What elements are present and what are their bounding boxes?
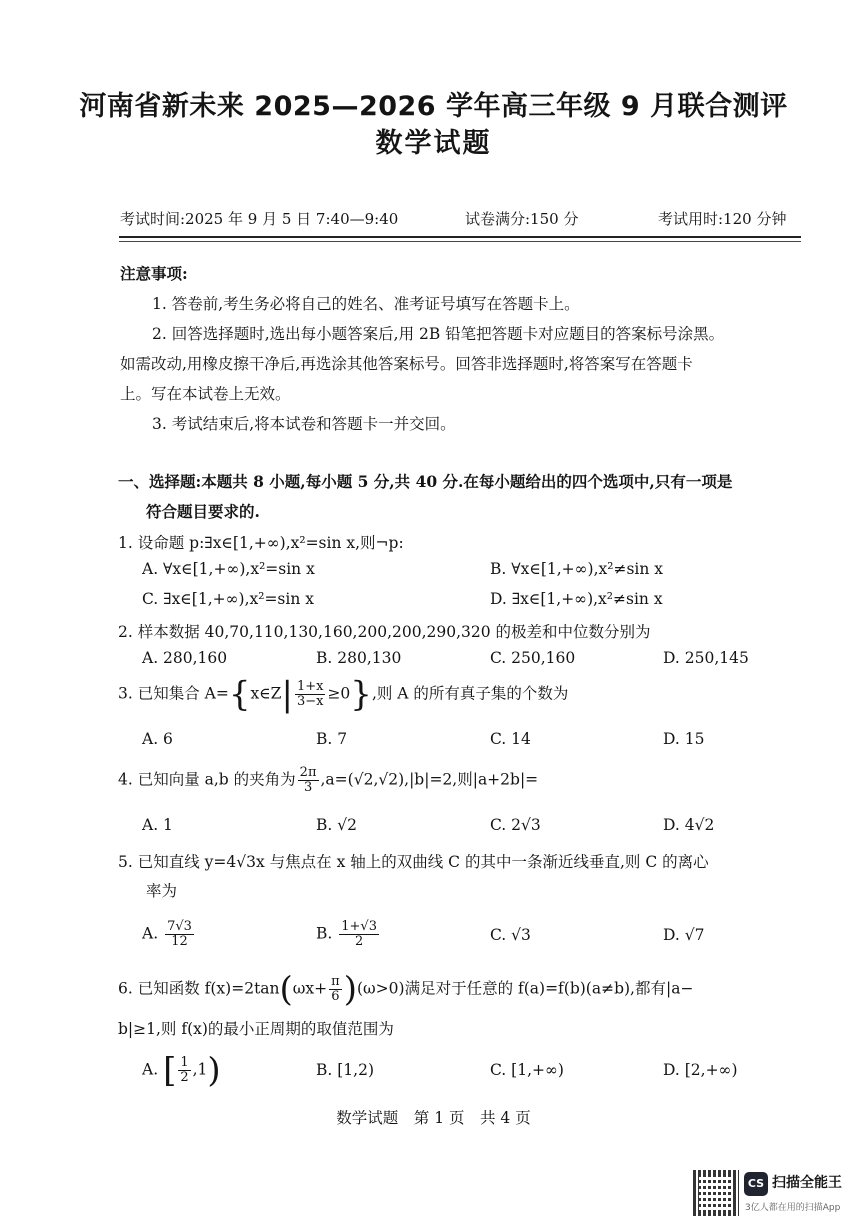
question-6-option-d: D. [2,+∞) [663,1061,738,1079]
question-1-option-d: D. ∃x∈[1,+∞),x²≠sin x [490,590,663,608]
question-5-option-a [142,920,196,949]
question-3-stem-post: ,则 A 的所有真子集的个数为 [371,684,569,703]
divider-thin [119,241,801,242]
question-5-stem: 5. 已知直线 y=4√3x 与焦点在 x 轴上的双曲线 C 的其中一条渐近线垂直,则 C 的离心 [118,853,709,871]
camscanner-logo-icon: CS [744,1172,768,1196]
paren-open: ( [279,969,293,1010]
divider-bar: | [281,674,293,715]
question-1-stem: 1. 设命题 p:∃x∈[1,+∞),x²=sin x,则¬p: [118,534,404,552]
fraction-denominator: 3 [303,780,313,795]
question-1-option-a: A. ∀x∈[1,+∞),x²=sin x [142,560,315,578]
fraction-denominator: 2 [180,1070,189,1085]
paren-close: ) [207,1050,221,1091]
fraction-denominator: 12 [171,934,188,949]
fraction-denominator: 3−x [296,694,324,709]
question-2-option-d: D. 250,145 [663,649,749,667]
question-3-stem [118,674,569,715]
note-item-2: 2. 回答选择题时,选出每小题答案后,用 2B 铅笔把答题卡对应题目的答案标号涂黑。 [152,325,725,343]
question-5-option-c: C. √3 [490,926,531,944]
notes-heading: 注意事项: [120,264,188,283]
question-4-stem [118,766,538,795]
question-3-option-d: D. 15 [663,730,705,748]
camscanner-name: 扫描全能王 [772,1175,842,1191]
question-2-option-b: B. 280,130 [316,649,402,667]
question-6-stem-pre: 6. 已知函数 f(x)=2tan [118,979,280,998]
option-label: A. [142,1060,159,1079]
option-label: A. [142,924,159,943]
qr-code-icon [693,1170,739,1216]
option-label: B. [316,924,333,943]
question-5-option-b-fraction [339,920,379,949]
question-6-stem [118,969,694,1010]
section-heading-cont: 符合题目要求的. [146,502,260,521]
section-heading: 一、选择题:本题共 8 小题,每小题 5 分,共 40 分.在每小题给出的四个选项中,只有一项是 [118,472,733,491]
question-6-inner: ωx+ [292,979,328,998]
question-4-stem-post: ,a=(√2,√2),|b|=2,则|a+2b|= [320,770,539,789]
question-6-option-c: C. [1,+∞) [490,1061,564,1079]
exam-subject-title: 数学试题 [375,128,492,159]
exam-time: 考试时间:2025 年 9 月 5 日 7:40—9:40 [120,210,399,228]
question-3-stem-pre: 3. 已知集合 A= [118,684,229,703]
note-item-2-cont: 如需改动,用橡皮擦干净后,再选涂其他答案标号。回答非选择题时,将答案写在答题卡 [120,355,693,373]
question-4-option-a: A. 1 [142,816,173,834]
question-5-option-a-fraction [165,920,194,949]
note-item-1: 1. 答卷前,考生务必将自己的姓名、准考证号填写在答题卡上。 [152,295,580,313]
question-3-set-condition: ≥0 [327,684,351,703]
camscanner-tagline: 3亿人都在用的扫描App [745,1203,841,1213]
question-6-fraction [329,975,342,1004]
question-3-option-a: A. 6 [142,730,173,748]
fraction-numerator: 1 [180,1055,189,1070]
note-item-2-end: 上。写在本试卷上无效。 [120,385,291,403]
question-5-option-b [316,920,381,949]
question-3-option-c: C. 14 [490,730,531,748]
fraction-denominator: 6 [331,989,340,1004]
question-6-stem-cont: b|≥1,则 f(x)的最小正周期的取值范围为 [118,1020,394,1038]
question-6-option-a [142,1050,221,1091]
question-5-stem-cont: 率为 [146,882,178,900]
question-4-fraction [298,766,319,795]
option-a-interval-end: ,1 [192,1060,208,1079]
full-score: 试卷满分:150 分 [465,210,579,228]
note-item-3: 3. 考试结束后,将本试卷和答题卡一并交回。 [152,415,456,433]
question-3-fraction [295,680,326,709]
question-6-option-a-fraction [178,1056,190,1085]
fraction-numerator: 1+x [296,679,324,694]
question-4-option-c: C. 2√3 [490,816,541,834]
question-2-option-c: C. 250,160 [490,649,576,667]
question-1-option-c: C. ∃x∈[1,+∞),x²=sin x [142,590,314,608]
fraction-numerator: 1+√3 [341,919,377,934]
paren-close: ) [343,969,357,1010]
exam-title: 河南省新未来 2025—2026 学年高三年级 9 月联合测评 [79,91,788,122]
question-6-option-b: B. [1,2) [316,1061,374,1079]
fraction-numerator: 7√3 [167,919,192,934]
question-5-option-d: D. √7 [663,926,705,944]
bracket-open: [ [163,1050,177,1091]
exam-duration: 考试用时:120 分钟 [658,210,787,228]
brace-close: } [350,674,372,715]
question-3-set-element: x∈Z [250,684,282,703]
question-1-option-b: B. ∀x∈[1,+∞),x²≠sin x [490,560,664,578]
brace-open: { [228,674,251,715]
page-footer: 数学试题 第 1 页 共 4 页 [336,1109,531,1127]
fraction-numerator: π [331,974,340,989]
question-4-option-b: B. √2 [316,816,357,834]
question-2-stem: 2. 样本数据 40,70,110,130,160,200,200,290,320 的极差和中位数分别为 [118,623,651,641]
question-3-option-b: B. 7 [316,730,348,748]
divider-thick [119,236,801,238]
fraction-numerator: 2π [299,765,317,780]
question-6-stem-post: (ω>0)满足对于任意的 f(a)=f(b)(a≠b),都有|a− [356,979,694,998]
question-4-stem-pre: 4. 已知向量 a,b 的夹角为 [118,770,296,789]
fraction-denominator: 2 [354,934,364,949]
question-2-option-a: A. 280,160 [142,649,228,667]
question-4-option-d: D. 4√2 [663,816,715,834]
